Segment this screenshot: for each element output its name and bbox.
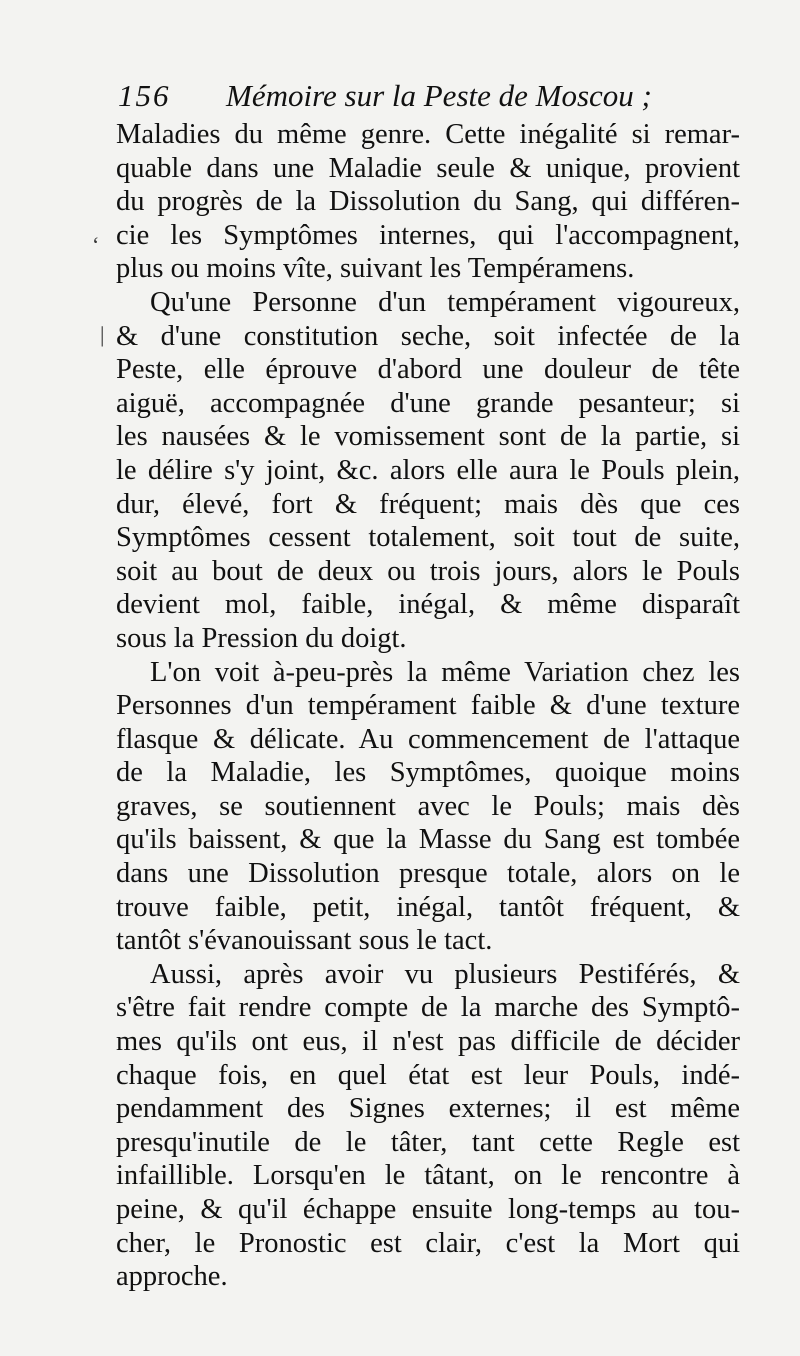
text-line: les nausées & le vomissement sont de la partie, si bbox=[116, 421, 740, 453]
text-line: Symptômes cessent totalement, soit tout de suite, bbox=[116, 522, 740, 554]
text-line: chaque fois, en quel état est leur Pouls, indé- bbox=[116, 1059, 740, 1091]
text-line: sous la Pression du doigt. bbox=[116, 622, 407, 654]
text-line: peine, & qu'il échappe ensuite long-temps au tou- bbox=[116, 1194, 740, 1225]
margin-tick: ‘ bbox=[92, 232, 100, 257]
text-line: le délire s'y joint, &c. alors elle aura le Pouls plein, bbox=[116, 454, 740, 486]
text-line: L'on voit à-peu-près la même Variation chez les bbox=[150, 656, 740, 688]
text-line: s'être fait rendre compte de la marche des Symptô- bbox=[116, 992, 740, 1024]
text-line: Peste, elle éprouve d'abord une douleur de tête bbox=[116, 354, 740, 386]
text-line: cher, le Pronostic est clair, c'est la Mort qui bbox=[116, 1227, 740, 1259]
text-line: presqu'inutile de le tâter, tant cette Regle est bbox=[116, 1126, 740, 1158]
text-line: & d'une constitution seche, soit infectée de la bbox=[116, 320, 740, 352]
page-number: 156 bbox=[118, 78, 171, 113]
text-line: aiguë, accompagnée d'une grande pesanteur; si bbox=[116, 387, 740, 419]
body-text bbox=[116, 118, 740, 1294]
running-title: Mémoire sur la Peste de Moscou ; bbox=[226, 78, 652, 113]
text-line: quable dans une Maladie seule & unique, provient bbox=[116, 152, 740, 184]
text-line: graves, se soutiennent avec le Pouls; mais dès bbox=[116, 790, 740, 822]
text-line: du progrès de la Dissolution du Sang, qui différen- bbox=[116, 186, 740, 218]
text-line: cie les Symptômes internes, qui l'accompagnent, bbox=[116, 219, 740, 251]
text-line: plus ou moins vîte, suivant les Tempéramens. bbox=[116, 253, 635, 285]
text-line: pendamment des Signes externes; il est même bbox=[116, 1093, 740, 1125]
text-line: Aussi, après avoir vu plusieurs Pestiférés, & bbox=[150, 958, 740, 990]
text-line: approche. bbox=[116, 1261, 228, 1293]
text-line: qu'ils baissent, & que la Masse du Sang est tombée bbox=[116, 824, 740, 856]
text-line: dans une Dissolution presque totale, alors on le bbox=[116, 858, 740, 890]
text-line: soit au bout de deux ou trois jours, alors le Pouls bbox=[116, 555, 740, 587]
text-line: Personnes d'un tempérament faible & d'une texture bbox=[116, 690, 740, 722]
text-line: mes qu'ils ont eus, il n'est pas difficile de décider bbox=[116, 1026, 740, 1058]
text-line: Maladies du même genre. Cette inégalité si remar- bbox=[116, 119, 740, 150]
text-line: de la Maladie, les Symptômes, quoique moins bbox=[116, 757, 740, 789]
text-line: tantôt s'évanouissant sous le tact. bbox=[116, 925, 493, 957]
text-line: infaillible. Lorsqu'en le tâtant, on le rencontre à bbox=[116, 1160, 740, 1192]
margin-bar: | bbox=[100, 322, 105, 347]
text-line: trouve faible, petit, inégal, tantôt fréquent, & bbox=[116, 891, 740, 923]
text-line: devient mol, faible, inégal, & même disparaît bbox=[116, 589, 740, 621]
running-head bbox=[118, 72, 738, 122]
text-line: dur, élevé, fort & fréquent; mais dès que ces bbox=[116, 488, 740, 520]
text-line: flasque & délicate. Au commencement de l'attaque bbox=[116, 723, 740, 755]
text-line: Qu'une Personne d'un tempérament vigoureux, bbox=[150, 286, 740, 318]
